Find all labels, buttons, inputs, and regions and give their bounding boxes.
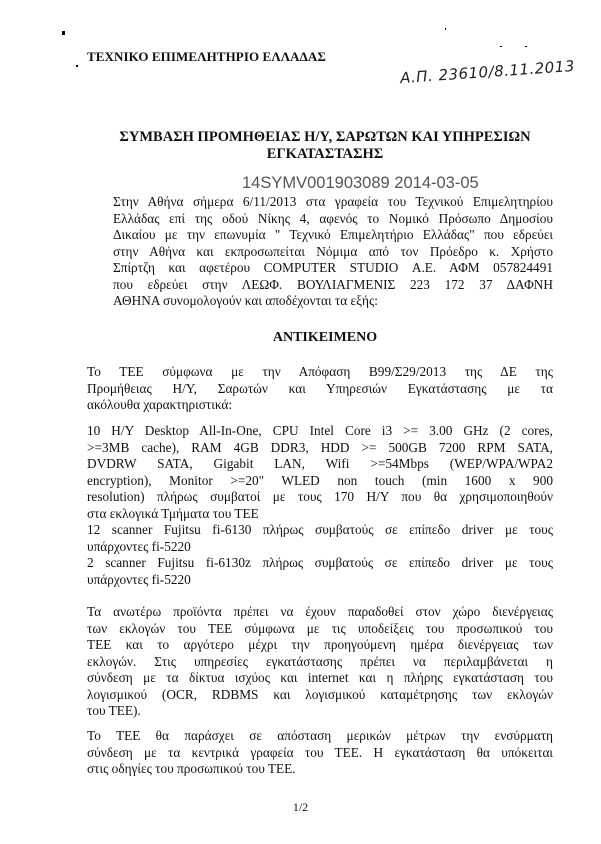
intro-paragraph <box>113 194 553 310</box>
text-line: Τα ανωτέρω προϊόντα πρέπει να έχουν παραδοθεί στον χώρο διενέργειας <box>87 604 553 619</box>
text-line: στην Αθήνα και εκπροσωπείται Νόμιμα από τον Πρόεδρο κ. Χρήστο <box>113 243 553 259</box>
text-line: στις οδηγίες του προσωπικού του ΤΕΕ. <box>87 761 296 776</box>
text-line: Το ΤΕΕ σύμφωνα με την Απόφαση Β99/Σ29/2013 της ΔΕ της <box>87 364 553 379</box>
scan-speck <box>500 46 502 47</box>
scan-speck <box>76 65 78 67</box>
text-line: DVDRW SATA, Gigabit LAN, Wifi >=54Mbps (WEP/WPA/WPA2 <box>87 456 553 471</box>
scan-speck <box>525 46 527 47</box>
text-line: των εκλογών του ΤΕΕ σύμφωνα με τις υποδείξεις του προσωπικού του <box>87 620 553 636</box>
text-line: υπάρχοντες fi-5220 <box>87 571 191 587</box>
text-line: ΑΘΗΝΑ συνομολογούν και αποδέχονται τα εξής: <box>113 293 378 308</box>
document-title-line-1: ΣΥΜΒΑΣΗ ΠΡΟΜΗΘΕΙΑΣ Η/Υ, ΣΑΡΩΤΩΝ ΚΑΙ ΥΠΗΡΕΣΙΩΝ <box>119 129 531 145</box>
text-line: λογισμικού (OCR, RDBMS και λογισμικού καταμέτρησης των εκλογών <box>87 686 553 702</box>
handwritten-reference-number: Α.Π. 23610/8.11.2013 <box>399 56 576 88</box>
text-line: encryption), Monitor >=20" WLED non touch (min 1600 x 900 <box>87 472 553 488</box>
subject-paragraph <box>87 364 553 414</box>
delivery-paragraph <box>87 604 553 720</box>
text-line: σύνδεση με τα δίκτυα ισχύος και internet και η πλήρης εγκατάσταση του <box>87 670 553 685</box>
text-line: Προμήθειας Η/Υ, Σαρωτών και Υπηρεσιών Εγκατάστασης με τα <box>87 380 553 396</box>
section-heading: ΑΝΤΙΚΕΙΜΕΝΟ <box>272 330 378 345</box>
text-line: Το ΤΕΕ θα παράσχει σε απόσταση μερικών μέτρων την ενσύρματη <box>87 728 553 743</box>
text-line: που εδρεύει στην ΛΕΩΦ. ΒΟΥΛΙΑΓΜΕΝΙΣ 223 172 37 ΔΑΦΝΗ <box>113 276 553 292</box>
text-line: >=3MB cache), RAM 4GB DDR3, HDD >= 500GB 7200 RPM SATA, <box>87 439 553 455</box>
text-line: Ελλάδας επί της οδού Νίκης 4, αφενός το Νομικό Πρόσωπο Δημοσίου <box>113 210 553 226</box>
text-line: σύνδεση με τα κεντρικά γραφεία του ΤΕΕ. Η εγκατάσταση θα υπόκειται <box>87 744 553 760</box>
text-line: Σπίρτζη και αφετέρου COMPUTER STUDIO Α.Ε. ΑΦΜ 057824491 <box>113 260 553 275</box>
text-line: υπάρχοντες fi-5220 <box>87 538 191 554</box>
scan-speck <box>445 28 446 30</box>
organization-header: ΤΕΧΝΙΚΟ ΕΠΙΜΕΛΗΤΗΡΙΟ ΕΛΛΑΔΑΣ <box>87 49 326 64</box>
text-line: Δικαίου με την επωνυμία " Τεχνικό Επιμελητήριο Ελλάδας" που εδρεύει <box>113 227 553 242</box>
text-line: εκλογών. Στις υπηρεσίες εγκατάστασης πρέπει να περιλαμβάνεται η <box>87 653 553 669</box>
text-line: του ΤΕΕ). <box>87 703 141 718</box>
text-line: 10 Η/Υ Desktop All-In-One, CPU Intel Core i3 >= 3.00 GHz (2 cores, <box>87 423 553 438</box>
text-line: resolution) πλήρως συμβατοί με τους 170 Η/Υ που θα χρησιμοποιηθούν <box>87 489 553 504</box>
connection-paragraph <box>87 728 553 778</box>
text-line: 2 scanner Fujitsu fi-6130z πλήρως συμβατούς σε επίπεδο driver με τους <box>87 555 553 570</box>
text-line: Στην Αθήνα σήμερα 6/11/2013 στα γραφεία του Τεχνικού Επιμελητηρίου <box>113 194 553 209</box>
items-list <box>87 423 553 588</box>
scan-speck <box>62 31 65 35</box>
text-line: 12 scanner Fujitsu fi-6130 πλήρως συμβατούς σε επίπεδο driver με τους <box>87 522 553 537</box>
text-line: ΤΕΕ και το αργότερο μέχρι την προηγούμενη ημέρα διενέργειας των <box>87 637 553 652</box>
text-line: στα εκλογικά Τμήματα του ΤΕΕ <box>87 505 259 521</box>
text-line: ακόλουθα χαρακτηριστικά: <box>87 397 233 412</box>
page-number: 1/2 <box>292 800 309 814</box>
document-id-stamp: 14SYMV001903089 2014-03-05 <box>242 174 479 192</box>
document-title-line-2: ΕΓΚΑΤΑΣΤΑΣΗΣ <box>266 146 384 162</box>
